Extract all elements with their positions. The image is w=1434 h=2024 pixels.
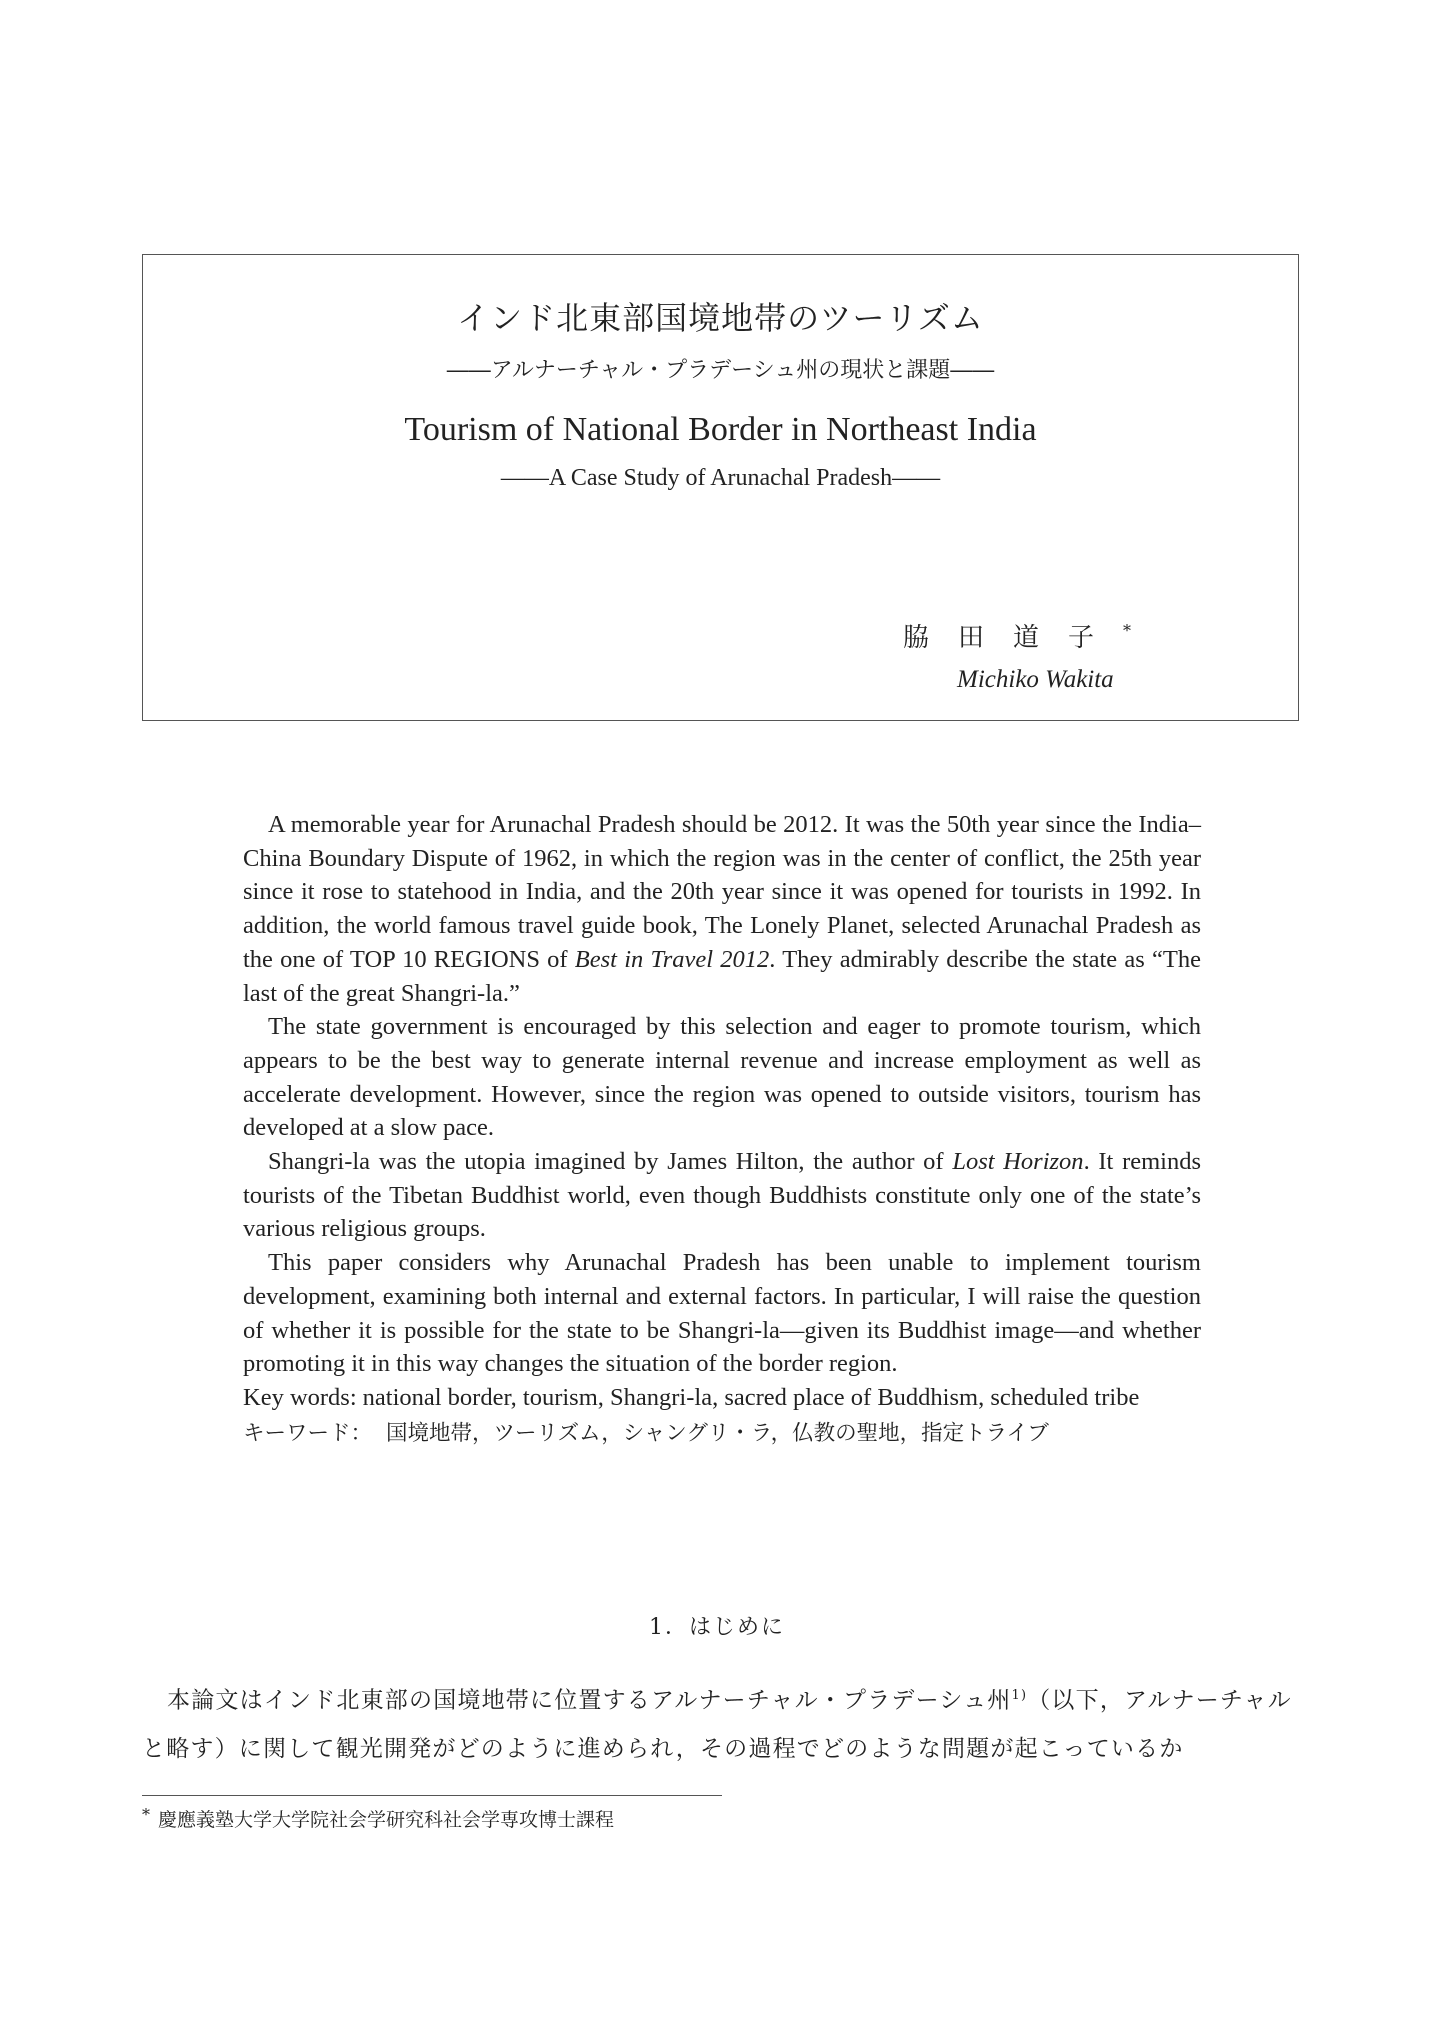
body-text <box>142 1672 1299 1773</box>
body-paragraph <box>142 1672 1299 1773</box>
english-title: Tourism of National Border in Northeast India <box>404 411 1037 448</box>
english-abstract <box>243 808 1201 1450</box>
keywords-english <box>243 1381 1201 1415</box>
abstract-paragraph <box>243 1145 1201 1246</box>
author-name-japanese <box>903 617 1131 654</box>
abstract-paragraph: The state government is encouraged by this selection and eager to promote tourism, which appears to be the best way to generate internal revenue and increase employment as well as accelerate development. However, since the region was opened to outside visitors, tourism has developed at a slow pace. <box>243 1013 1201 1142</box>
abstract-paragraph: This paper considers why Arunachal Pradesh has been unable to implement tourism development, examining both internal and external factors. In particular, I will raise the question of whether it is possible for the state to be Shangri-la—given its Buddhist image—and whether promoting it in this way changes the situation of the border region. <box>243 1249 1201 1378</box>
title-box <box>142 254 1299 721</box>
author-footnote-mark: * <box>1123 621 1132 640</box>
footnote-text: 慶應義塾大学大学院社会学研究科社会学専攻博士課程 <box>158 1809 615 1831</box>
abstract-paragraph <box>243 808 1201 1010</box>
author-name-english: Michiko Wakita <box>957 666 1114 693</box>
body-text-start: 本論文はインド北東部の国境地帯に位置するアルナーチャル・プラデーシュ州 <box>167 1687 1012 1714</box>
japanese-title: インド北東部国境地帯のツーリズム <box>457 299 984 337</box>
keywords-text: national border, tourism, Shangri-la, sacred place of Buddhism, scheduled tribe <box>362 1383 1140 1411</box>
keywords-japanese <box>243 1417 1201 1451</box>
abstract-text: A memorable year for Arunachal Pradesh should be 2012. It was the 50th year since the India–China Boundary Dispute of 1962, in which the region was in the center of conflict, the 25th year since it rose to statehood in India, and the 20th year since it was opened for tourists in 1992. In addition, the world famous travel guide book, The Lonely Planet, selected Arunachal Pradesh as the one of TOP 10 REGIONS of <box>243 811 1201 973</box>
keywords-label: Key words: <box>243 1383 357 1411</box>
footnote-divider <box>142 1795 722 1796</box>
endnote-ref: 1) <box>1011 1688 1028 1703</box>
abstract-text: . They admirably describe the state as “The last of the great Shangri-la.” <box>243 945 1201 1007</box>
section-heading: 1．はじめに <box>649 1615 785 1640</box>
english-subtitle: ――A Case Study of Arunachal Pradesh―― <box>500 465 941 491</box>
keywords-jp-text: 国境地帯，ツーリズム，シャングリ・ラ，仏教の聖地，指定トライブ <box>386 1420 1049 1446</box>
footnote-mark: * <box>142 1805 150 1824</box>
keywords-jp-label: キーワード： <box>243 1420 373 1446</box>
body-text-end: （以下，アルナーチャルと略す）に関して観光開発がどのように進められ，その過程でどのような問題が起こっているか <box>142 1687 1292 1762</box>
author-name-text: 脇田道子 <box>903 623 1124 653</box>
footnote <box>142 1805 614 1832</box>
book-title-italic: Best in Travel 2012 <box>574 945 770 973</box>
japanese-subtitle: ――アルナーチャル・プラデーシュ州の現状と課題―― <box>446 358 995 383</box>
abstract-text: Shangri-la was the utopia imagined by James Hilton, the author of <box>268 1148 953 1176</box>
book-title-italic: Lost Horizon <box>952 1148 1084 1176</box>
abstract-text: . It reminds tourists of the Tibetan Buddhist world, even though Buddhists constitute only one of the state’s various religious groups. <box>243 1148 1201 1243</box>
